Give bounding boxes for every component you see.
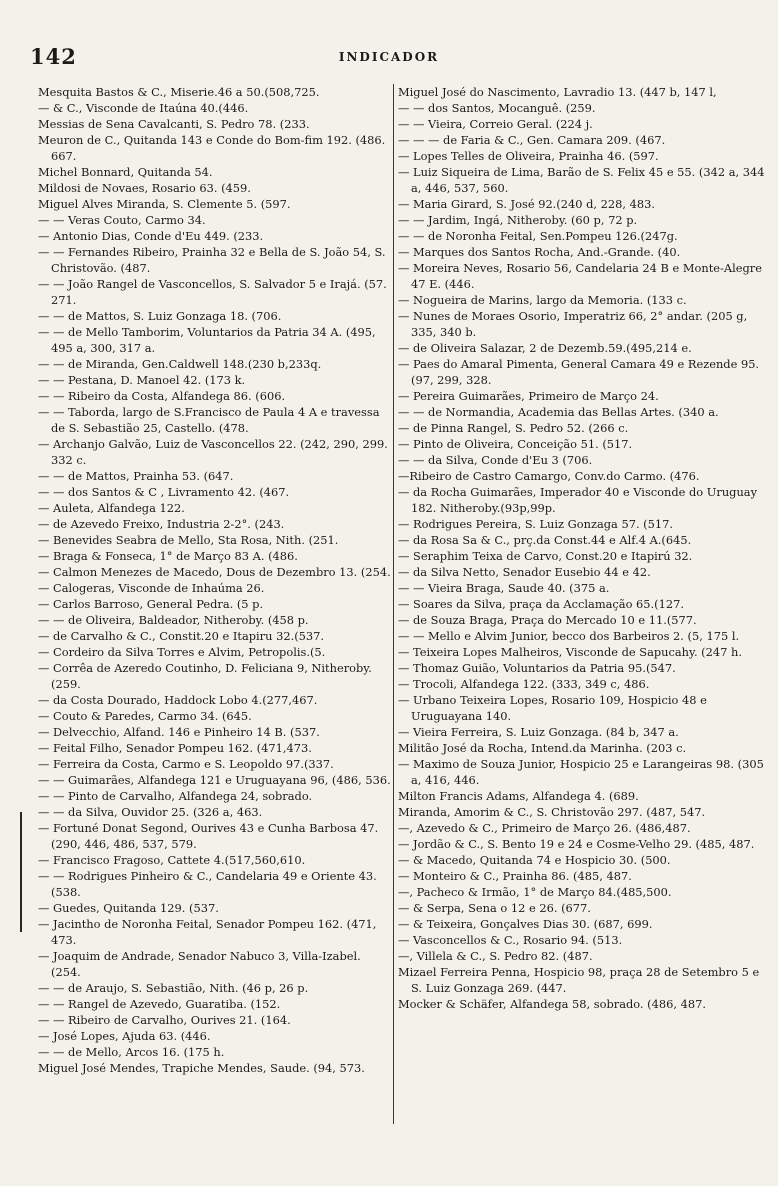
directory-entry: — Vasconcellos & C., Rosario 94. (513. bbox=[398, 933, 623, 947]
directory-entry: — Cordeiro da Silva Torres e Alvim, Petropolis.(5. bbox=[38, 645, 326, 659]
margin-mark bbox=[20, 812, 22, 932]
directory-entry: — Lopes Telles de Oliveira, Prainha 46. (597. bbox=[398, 149, 659, 163]
directory-entry: — Pinto de Oliveira, Conceição 51. (517. bbox=[398, 437, 633, 451]
directory-entry: —, Villela & C., S. Pedro 82. (487. bbox=[398, 949, 593, 963]
directory-entry: — Monteiro & C., Prainha 86. (485, 487. bbox=[398, 869, 632, 883]
directory-entry: — — dos Santos, Mocanguê. (259. bbox=[398, 101, 596, 115]
directory-entry: — Archanjo Galvão, Luiz de Vasconcellos 22. (242, 290, 299. 332 c. bbox=[38, 437, 388, 467]
directory-entry: — da Rosa Sa & C., prç.da Const.44 e Alf.4 A.(645. bbox=[398, 533, 692, 547]
directory-entry: — Urbano Teixeira Lopes, Rosario 109, Hospicio 48 e Uruguayana 140. bbox=[398, 693, 707, 723]
directory-entry: — de Carvalho & C., Constit.20 e Itapiru 32.(537. bbox=[38, 629, 325, 643]
directory-entry: Miguel José Mendes, Trapiche Mendes, Saude. (94, 573. bbox=[38, 1061, 365, 1075]
directory-entry: — da Costa Dourado, Haddock Lobo 4.(277,467. bbox=[38, 693, 318, 707]
directory-entry: — — Jardim, Ingá, Nitheroby. (60 p, 72 p. bbox=[398, 213, 638, 227]
directory-entry: — Paes do Amaral Pimenta, General Camara 49 e Rezende 95. (97, 299, 328. bbox=[398, 357, 760, 387]
directory-entry: —, Pacheco & Irmão, 1° de Março 84.(485,500. bbox=[398, 885, 672, 899]
directory-entry: — — Pestana, D. Manoel 42. (173 k. bbox=[38, 373, 246, 387]
directory-entry: — — de Mattos, S. Luiz Gonzaga 18. (706. bbox=[38, 309, 282, 323]
directory-entry: — — Ribeiro da Costa, Alfandega 86. (606. bbox=[38, 389, 286, 403]
directory-entry: — Calogeras, Visconde de Inhaúma 26. bbox=[38, 581, 265, 595]
directory-entry: — — de Mattos, Prainha 53. (647. bbox=[38, 469, 234, 483]
directory-entry: — Antonio Dias, Conde d'Eu 449. (233. bbox=[38, 229, 264, 243]
directory-entry: — — Pinto de Carvalho, Alfandega 24, sobrado. bbox=[38, 789, 313, 803]
running-title: INDICADOR bbox=[338, 50, 440, 64]
directory-entry: — — de Normandia, Academia das Bellas Artes. (340 a. bbox=[398, 405, 719, 419]
directory-entry: — Rodrigues Pereira, S. Luiz Gonzaga 57. (517. bbox=[398, 517, 673, 531]
directory-entry: — — de Araujo, S. Sebastião, Nith. (46 p, 26 p. bbox=[38, 981, 309, 995]
page-number: 142 bbox=[30, 44, 77, 69]
directory-entry: — Marques dos Santos Rocha, And.-Grande. (40. bbox=[398, 245, 681, 259]
directory-entry: Meuron de C., Quitanda 143 e Conde do Bom-fim 192. (486. 667. bbox=[38, 133, 386, 163]
directory-entry: — Jordão & C., S. Bento 19 e 24 e Cosme-Velho 29. (485, 487. bbox=[398, 837, 755, 851]
directory-entry: — Soares da Silva, praça da Acclamação 65.(127. bbox=[398, 597, 684, 611]
directory-entry: — & Serpa, Sena o 12 e 26. (677. bbox=[398, 901, 591, 915]
directory-entry: Messias de Sena Cavalcanti, S. Pedro 78. (233. bbox=[38, 117, 310, 131]
directory-entry: — — dos Santos & C , Livramento 42. (467. bbox=[38, 485, 290, 499]
directory-entry: —Ribeiro de Castro Camargo, Conv.do Carmo. (476. bbox=[398, 469, 700, 483]
directory-entry: — — da Silva, Conde d'Eu 3 (706. bbox=[398, 453, 593, 467]
directory-entry: — Joaquim de Andrade, Senador Nabuco 3, Villa-Izabel. (254. bbox=[38, 949, 361, 979]
directory-entry: — Calmon Menezes de Macedo, Dous de Dezembro 13. (254. bbox=[38, 565, 391, 579]
directory-entry: Michel Bonnard, Quitanda 54. bbox=[38, 165, 213, 179]
directory-entry: — José Lopes, Ajuda 63. (446. bbox=[38, 1029, 211, 1043]
directory-entry: — Seraphim Teixa de Carvo, Const.20 e Itapirú 32. bbox=[398, 549, 693, 563]
directory-entry: —, Azevedo & C., Primeiro de Março 26. (486,487. bbox=[398, 821, 691, 835]
directory-entry: — — de Mello, Arcos 16. (175 h. bbox=[38, 1045, 225, 1059]
directory-entry: — — Ribeiro de Carvalho, Ourives 21. (164. bbox=[38, 1013, 291, 1027]
directory-entry: — Teixeira Lopes Malheiros, Visconde de Sapucahy. (247 h. bbox=[398, 645, 742, 659]
directory-entry: — Benevides Seabra de Mello, Sta Rosa, Nith. (251. bbox=[38, 533, 339, 547]
directory-entry: — & C., Visconde de Itaúna 40.(446. bbox=[38, 101, 249, 115]
directory-entry: — Auleta, Alfandega 122. bbox=[38, 501, 185, 515]
directory-entry: — Moreira Neves, Rosario 56, Candelaria 24 B e Monte-Alegre 47 E. (446. bbox=[398, 261, 762, 291]
directory-entry: — Carlos Barroso, General Pedra. (5 p. bbox=[38, 597, 264, 611]
directory-entry: — — Mello e Alvim Junior, becco dos Barbeiros 2. (5, 175 l. bbox=[398, 629, 740, 643]
directory-entry: Mesquita Bastos & C., Miserie.46 a 50.(508,725. bbox=[38, 85, 320, 99]
directory-entry: — de Oliveira Salazar, 2 de Dezemb.59.(495,214 e. bbox=[398, 341, 692, 355]
directory-entry: — — Rodrigues Pinheiro & C., Candelaria 49 e Oriente 43. (538. bbox=[38, 869, 377, 899]
directory-entry: Mizael Ferreira Penna, Hospicio 98, praça 28 de Setembro 5 e S. Luiz Gonzaga 269. (447. bbox=[398, 965, 760, 995]
directory-entry: — — da Silva, Ouvidor 25. (326 a, 463. bbox=[38, 805, 263, 819]
directory-entry: — & Teixeira, Gonçalves Dias 30. (687, 699. bbox=[398, 917, 653, 931]
directory-entry: — de Pinna Rangel, S. Pedro 52. (266 c. bbox=[398, 421, 629, 435]
directory-entry: — Pereira Guimarães, Primeiro de Março 24. bbox=[398, 389, 659, 403]
directory-entry: — Delvecchio, Alfand. 146 e Pinheiro 14 B. (537. bbox=[38, 725, 320, 739]
directory-entry: — Nunes de Moraes Osorio, Imperatriz 66, 2° andar. (205 g, 335, 340 b. bbox=[398, 309, 748, 339]
directory-entry: Milton Francis Adams, Alfandega 4. (689. bbox=[398, 789, 639, 803]
directory-entry: Militão José da Rocha, Intend.da Marinha. (203 c. bbox=[398, 741, 687, 755]
column-divider bbox=[393, 84, 394, 1124]
directory-entry: — Nogueira de Marins, largo da Memoria. (133 c. bbox=[398, 293, 687, 307]
directory-entry: — Feital Filho, Senador Pompeu 162. (471,473. bbox=[38, 741, 312, 755]
directory-entry: — & Macedo, Quitanda 74 e Hospicio 30. (500. bbox=[398, 853, 671, 867]
directory-entry: — Braga & Fonseca, 1° de Março 83 A. (486. bbox=[38, 549, 298, 563]
directory-entry: Mocker & Schäfer, Alfandega 58, sobrado. (486, 487. bbox=[398, 997, 706, 1011]
directory-entry: — — de Mello Tamborim, Voluntarios da Patria 34 A. (495, 495 a, 300, 317 a. bbox=[38, 325, 376, 355]
directory-entry: — Maria Girard, S. José 92.(240 d, 228, 483. bbox=[398, 197, 655, 211]
directory-entry: — Maximo de Souza Junior, Hospicio 25 e Larangeiras 98. (305 a, 416, 446. bbox=[398, 757, 764, 787]
directory-entry: — — de Miranda, Gen.Caldwell 148.(230 b,233q. bbox=[38, 357, 322, 371]
directory-entry: — Luiz Siqueira de Lima, Barão de S. Felix 45 e 55. (342 a, 344 a, 446, 537, 560. bbox=[398, 165, 765, 195]
left-column bbox=[38, 84, 394, 1076]
directory-entry: — Fortuné Donat Segond, Ourives 43 e Cunha Barbosa 47. (290, 446, 486, 537, 579. bbox=[38, 821, 379, 851]
directory-entry: — da Silva Netto, Senador Eusebio 44 e 42. bbox=[398, 565, 651, 579]
directory-entry: Miguel Alves Miranda, S. Clemente 5. (597. bbox=[38, 197, 291, 211]
directory-entry: — — de Oliveira, Baldeador, Nitheroby. (458 p. bbox=[38, 613, 309, 627]
directory-entry: — Vieira Ferreira, S. Luiz Gonzaga. (84 b, 347 a. bbox=[398, 725, 679, 739]
directory-entry: — de Azevedo Freixo, Industria 2-2°. (243. bbox=[38, 517, 285, 531]
directory-entry: — Guedes, Quitanda 129. (537. bbox=[38, 901, 219, 915]
directory-entry: Mildosi de Novaes, Rosario 63. (459. bbox=[38, 181, 251, 195]
directory-entry: Miranda, Amorim & C., S. Christovão 297. (487, 547. bbox=[398, 805, 706, 819]
directory-entry: — Trocoli, Alfandega 122. (333, 349 c, 486. bbox=[398, 677, 650, 691]
directory-entry: — Corrêa de Azeredo Coutinho, D. Feliciana 9, Nitheroby. (259. bbox=[38, 661, 372, 691]
right-column bbox=[398, 84, 766, 1012]
directory-entry: — de Souza Braga, Praça do Mercado 10 e 11.(577. bbox=[398, 613, 697, 627]
directory-entry: — — — de Faria & C., Gen. Camara 209. (467. bbox=[398, 133, 666, 147]
directory-entry: Miguel José do Nascimento, Lavradio 13. (447 b, 147 l, bbox=[398, 85, 717, 99]
page-header bbox=[0, 0, 778, 80]
directory-entry: — — Rangel de Azevedo, Guaratiba. (152. bbox=[38, 997, 281, 1011]
directory-entry: — da Rocha Guimarães, Imperador 40 e Visconde do Uruguay 182. Nitheroby.(93p,99p. bbox=[398, 485, 758, 515]
directory-entry: — — Veras Couto, Carmo 34. bbox=[38, 213, 206, 227]
directory-entry: — Couto & Paredes, Carmo 34. (645. bbox=[38, 709, 252, 723]
directory-entry: — Francisco Fragoso, Cattete 4.(517,560,610. bbox=[38, 853, 306, 867]
directory-entry: — — Vieira, Correio Geral. (224 j. bbox=[398, 117, 593, 131]
directory-entry: — Jacintho de Noronha Feital, Senador Pompeu 162. (471, 473. bbox=[38, 917, 377, 947]
directory-entry: — — de Noronha Feital, Sen.Pompeu 126.(247g. bbox=[398, 229, 678, 243]
directory-entry: — — João Rangel de Vasconcellos, S. Salvador 5 e Irajá. (57. 271. bbox=[38, 277, 387, 307]
directory-entry: — — Vieira Braga, Saude 40. (375 a. bbox=[398, 581, 610, 595]
directory-entry: — Ferreira da Costa, Carmo e S. Leopoldo 97.(337. bbox=[38, 757, 334, 771]
directory-entry: — — Fernandes Ribeiro, Prainha 32 e Bella de S. João 54, S. Christovão. (487. bbox=[38, 245, 386, 275]
directory-entry: — — Taborda, largo de S.Francisco de Paula 4 A e travessa de S. Sebastião 25, Castello. (478. bbox=[38, 405, 380, 435]
directory-entry: — Thomaz Guião, Voluntarios da Patria 95.(547. bbox=[398, 661, 676, 675]
directory-entry: — — Guimarães, Alfandega 121 e Uruguayana 96, (486, 536. bbox=[38, 773, 391, 787]
